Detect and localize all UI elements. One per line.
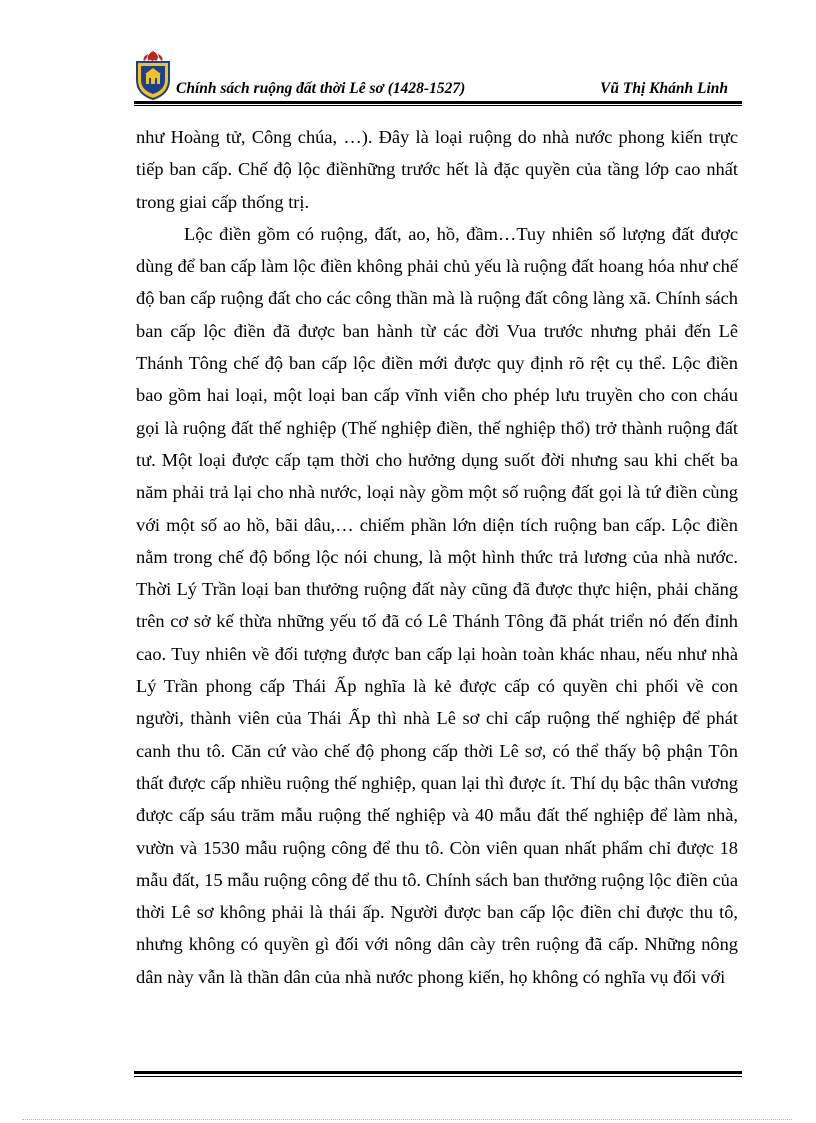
page-bottom-edge bbox=[22, 1119, 792, 1120]
document-title: Chính sách ruộng đất thời Lê sơ (1428-1527) bbox=[176, 80, 466, 97]
university-logo-icon bbox=[134, 50, 172, 100]
footer-rule-thick bbox=[134, 1071, 742, 1074]
header-rule-thin bbox=[134, 105, 742, 106]
author-name: Vũ Thị Khánh Linh bbox=[600, 80, 728, 97]
header-rule-thick bbox=[134, 101, 742, 104]
paragraph-1: như Hoàng tử, Công chúa, …). Đây là loại ruộng do nhà nước phong kiến trực tiếp ban cấp. Chế độ lộc điềnhững trước hết là đặc quyền của tầng lớp cao nhất trong giai cấp thống trị. bbox=[136, 127, 738, 212]
footer-rule-thin bbox=[134, 1076, 742, 1077]
page-header bbox=[172, 78, 742, 102]
paragraph-2: Lộc điền gồm có ruộng, đất, ao, hồ, đầm…Tuy nhiên số lượng đất được dùng để ban cấp làm lộc điền không phải chủ yếu là ruộng đất hoang hóa như chế độ ban cấp ruộng đất cho các công thần mà là ruộng đất công làng xã. Chính sách ban cấp lộc điền đã được ban hành từ các đời Vua trước nhưng phải đến Lê Thánh Tông chế độ ban cấp lộc điền mới được quy định rõ rệt cụ thể. Lộc điền bao gồm hai loại, một loại ban cấp vĩnh viễn cho phép lưu truyền cho con cháu gọi là ruộng đất thế nghiệp (Thế nghiệp điền, thế nghiệp thổ) trở thành ruộng đất tư. Một loại được cấp tạm thời cho hưởng dụng suốt đời nhưng sau khi chết ba năm phải trả lại cho nhà nước, loại này gồm một số ruộng đất gọi là tứ điền cùng với một số ao hồ, bãi dâu,… chiếm phần lớn diện tích ruộng ban cấp. Lộc điền nằm trong chế độ bổng lộc nói chung, là một hình thức trả lương của nhà nước. Thời Lý Trần loại ban thưởng ruộng đất này cũng đã được thực hiện, phải chăng trên cơ sở kế thừa những yếu tố đã có Lê Thánh Tông đã phát triển nó đến đỉnh cao. Tuy nhiên về đối tượng được ban cấp lại hoàn toàn khác nhau, nếu như nhà Lý Trần phong cấp Thái Ấp nghĩa là kẻ được cấp có quyền chi phối về con người, thành viên của Thái Ấp thì nhà Lê sơ chỉ cấp ruộng thế nghiệp để phát canh thu tô. Căn cứ vào chế độ phong cấp thời Lê sơ, có thể thấy bộ phận Tôn thất được cấp nhiều ruộng thế nghiệp, quan lại thì được ít. Thí dụ bậc thân vương được cấp sáu trăm mẫu ruộng thế nghiệp và 40 mẫu đất thế nghiệp để làm nhà, vườn và 1530 mẫu ruộng công để thu tô. Còn viên quan nhất phẩm chỉ được 18 mẫu đất, 15 mẫu ruộng công để thu tô. Chính sách ban thưởng ruộng lộc điền của thời Lê sơ không phải là thái ấp. Người được ban cấp lộc điền chỉ được thu tô, nhưng không có quyền gì đối với nông dân cày trên ruộng đã cấp. Những nông dân này vẫn là thần dân của nhà nước phong kiến, họ không có nghĩa vụ đối với bbox=[136, 223, 738, 987]
page-content bbox=[136, 121, 738, 993]
